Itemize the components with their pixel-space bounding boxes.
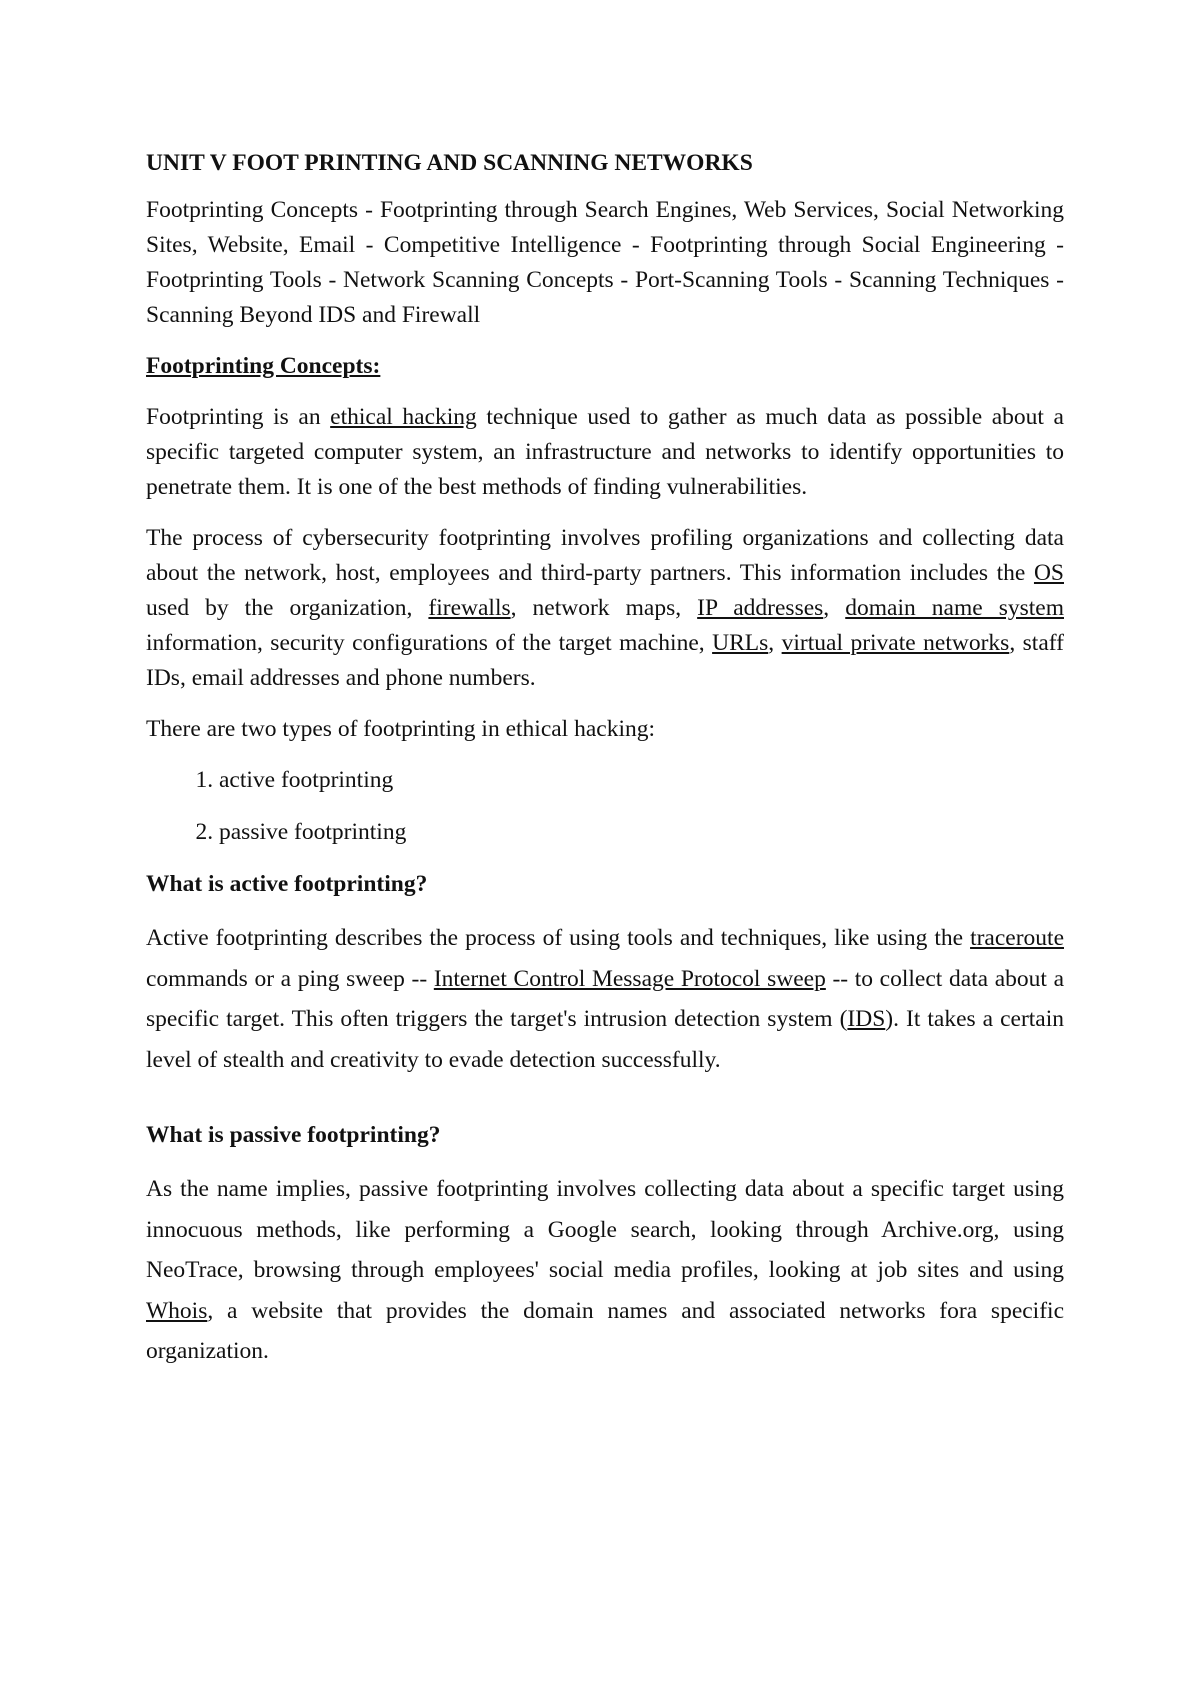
text: , network maps, (510, 595, 698, 621)
text: , (823, 595, 846, 621)
spacer (146, 1102, 1064, 1118)
paragraph-footprinting-process (146, 521, 1064, 696)
link-urls[interactable]: URLs (712, 630, 769, 656)
list-item: 2. passive footprinting (219, 815, 1064, 850)
text: Footprinting is an (146, 404, 331, 430)
list-item: 1. active footprinting (219, 763, 1064, 798)
text: The process of cybersecurity footprinting involves profiling organizations and collecting data about the network, host, employees and third-party partners. This information includes the (146, 525, 1064, 586)
text: , a website that provides the domain names and associated networks fora specific organization. (146, 1297, 1064, 1364)
text: , staff IDs, email addresses and phone numbers. (146, 630, 1064, 691)
paragraph-passive-footprinting (146, 1169, 1064, 1372)
text: information, security configurations of the target machine, (146, 630, 713, 656)
link-whois[interactable]: Whois (146, 1297, 208, 1324)
types-intro: There are two types of footprinting in ethical hacking: (146, 716, 656, 742)
text: ). It takes a certain level of stealth and creativity to evade detection successfully. (146, 1006, 1065, 1073)
paragraph-active-footprinting (146, 918, 1064, 1080)
text: As the name implies, passive footprinting involves collecting data about a specific target using innocuous methods, like performing a Google search, looking through Archive.org, using NeoTrace, browsing through employees' social media profiles, looking at job sites and using (146, 1176, 1064, 1283)
text: , (768, 630, 782, 656)
heading-passive-footprinting: What is passive footprinting? (146, 1122, 441, 1148)
link-icmp-sweep[interactable]: Internet Control Message Protocol sweep (433, 965, 826, 992)
text: used by the organization, (146, 595, 429, 621)
types-list (146, 763, 1064, 850)
link-ids[interactable]: IDS (847, 1006, 886, 1032)
heading-active-footprinting: What is active footprinting? (146, 871, 428, 897)
document-page (146, 146, 1064, 1394)
text: technique used to gather as much data as possible about a specific targeted computer system, an infrastructure and networks to identify opportunities to penetrate them. It is one of the best methods of finding vulnerabilities. (146, 404, 1064, 500)
text: commands or a ping sweep -- (146, 965, 434, 992)
link-firewalls[interactable]: firewalls (428, 595, 511, 621)
paragraph-footprinting-definition (146, 400, 1064, 505)
text: Active footprinting describes the process of using tools and techniques, like using the (146, 925, 971, 951)
link-traceroute[interactable]: traceroute (970, 925, 1064, 951)
section-heading-footprinting-concepts: Footprinting Concepts: (146, 353, 381, 379)
text: -- to collect data about a specific target. This often triggers the target's intrusion detection system ( (146, 965, 1065, 1032)
link-virtual-private-networks[interactable]: virtual private networks (781, 630, 1010, 656)
link-domain-name-system[interactable]: domain name system (845, 595, 1064, 621)
link-ethical-hacking[interactable]: ethical hacking (330, 404, 477, 430)
link-os[interactable]: OS (1033, 560, 1064, 586)
syllabus-paragraph: Footprinting Concepts - Footprinting through Search Engines, Web Services, Social Networking Sites, Website, Email - Competitive Intelligence - Footprinting through Social Engineering - Footprinting Tools - Network Scanning Concepts - Port-Scanning Tools - Scanning Techniques - Scanning Beyond IDS and Firewall (146, 197, 1064, 328)
link-ip-addresses[interactable]: IP addresses (697, 595, 824, 621)
unit-title: UNIT V FOOT PRINTING AND SCANNING NETWORKS (146, 150, 753, 176)
